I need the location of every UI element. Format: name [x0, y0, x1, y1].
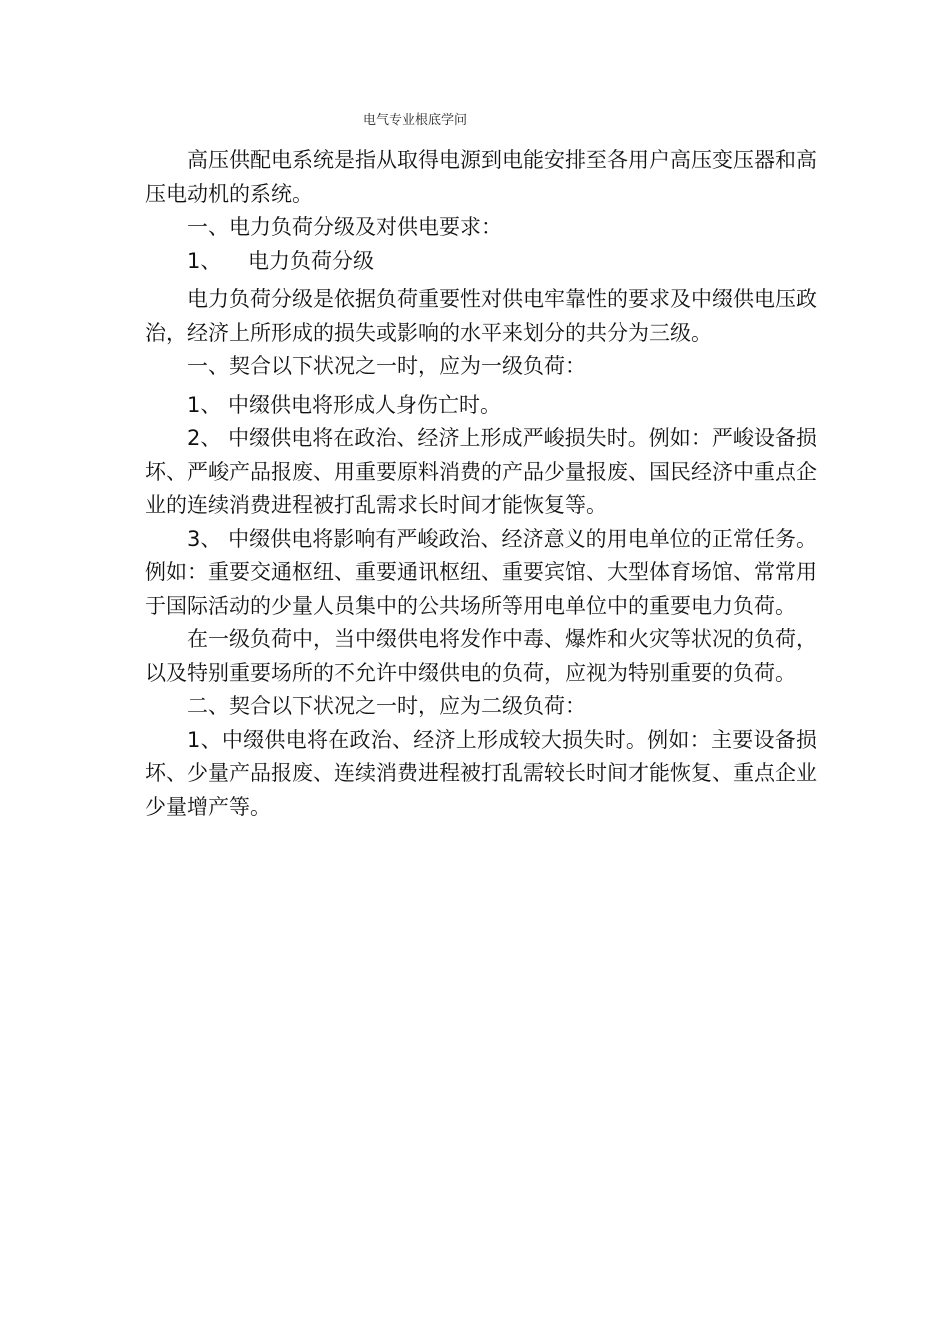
section-heading-power-load: 一、电力负荷分级及对供电要求：: [187, 215, 502, 239]
page-header: 电气专业根底学问: [363, 113, 468, 128]
subsection-heading-load-classification: 1、 电力负荷分级: [187, 248, 375, 273]
first-class-item-2: 2、 中缀供电将在政治、经济上形成严峻损失时。例如：严峻设备损坏、严峻产品报废、用重要原料消费的产品少量报废、国民经济中重点企业的连续消费进程被打乱需求长时间才能恢复等。: [145, 426, 817, 517]
classification-paragraph: 电力负荷分级是依据负荷重要性对供电牢靠性的要求及中缀供电压政治，经济上所形成的损失或影响的水平来划分的共分为三级。: [145, 287, 817, 345]
second-class-item-1: 1、中缀供电将在政治、经济上形成较大损失时。例如：主要设备损坏、少量产品报废、连续消费进程被打乱需较长时间才能恢复、重点企业少量增产等。: [145, 727, 817, 819]
first-class-heading: 一、契合以下状况之一时，应为一级负荷：: [187, 354, 586, 378]
first-class-item-1: 1、 中缀供电将形成人身伤亡时。: [187, 392, 502, 417]
special-load-paragraph: 在一级负荷中，当中缀供电将发作中毒、爆炸和火灾等状况的负荷，以及特别重要场所的不允许中缀供电的负荷，应视为特别重要的负荷。: [145, 627, 817, 685]
first-class-item-3: 3、 中缀供电将影响有严峻政治、经济意义的用电单位的正常任务。例如：重要交通枢纽、重要通讯枢纽、重要宾馆、大型体育场馆、常常用于国际活动的少量人员集中的公共场所等用电单位中的重要电力负荷。: [145, 526, 817, 618]
intro-paragraph: 高压供配电系统是指从取得电源到电能安排至各用户高压变压器和高压电动机的系统。: [145, 148, 817, 206]
second-class-heading: 二、契合以下状况之一时，应为二级负荷：: [187, 694, 586, 718]
document-body: [145, 144, 817, 824]
